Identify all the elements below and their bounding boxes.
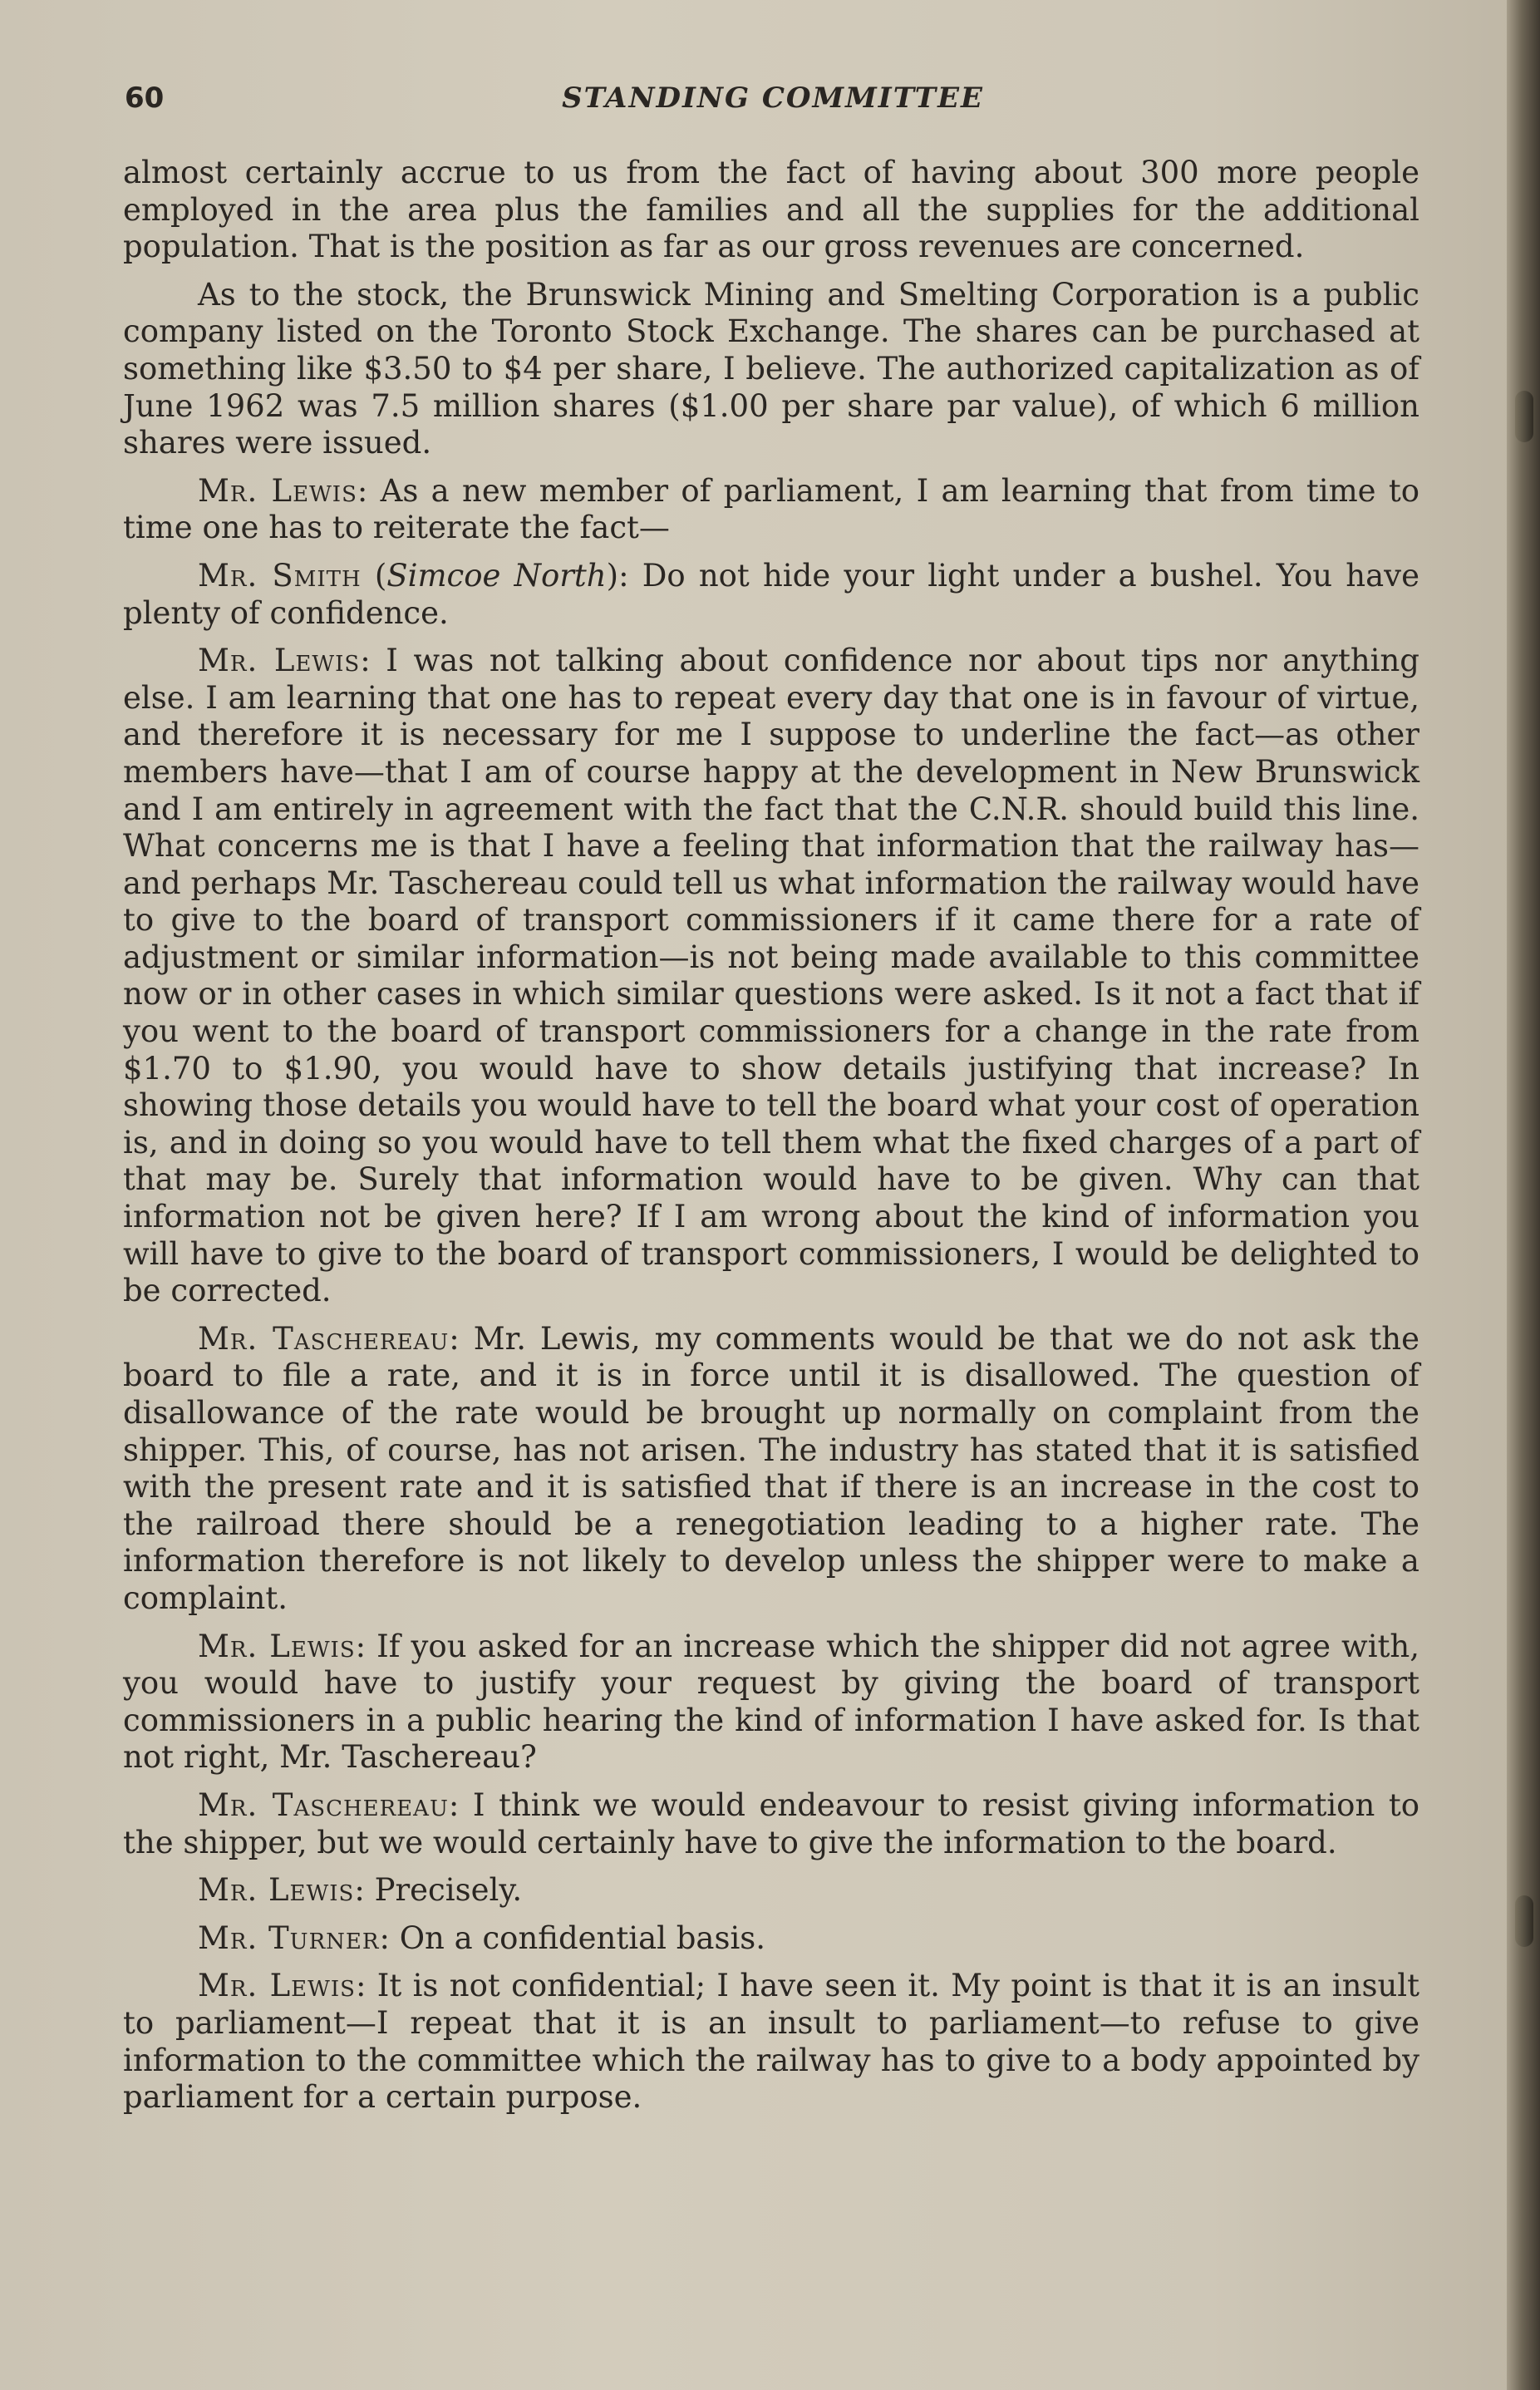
page-header — [125, 81, 1421, 123]
paragraph: Mr. Lewis: If you asked for an increase which the shipper did not agree with, you would have to justify your request by giving the board of transport commissioners in a public hearing the kind of information I have asked for. Is that not right, Mr. Taschereau? — [123, 1628, 1419, 1776]
binding-knob — [1515, 1895, 1533, 1947]
speaker-name: Mr. Lewis — [198, 1968, 356, 2004]
paragraph: Mr. Turner: On a confidential basis. — [198, 1919, 766, 1956]
page-body — [123, 155, 1419, 2127]
speaker-name: Mr. Lewis — [198, 1628, 356, 1664]
running-head: STANDING COMMITTEE — [562, 81, 984, 115]
paragraph-text: I was not talking about confidence nor about tips nor anything else. I am learning that one has to repeat every day that one is in favour of virtue, and therefore it is necessary for me I suppose to underline the fact—as other members have—that I am of course happy at the development in New Brunswick and I am entirely in agreement with the fact that the C.N.R. should build this line. What concerns me is that I have a feeling that information that the railway has—and perhaps Mr. Taschereau could tell us what information the railway would have to give to the board of transport commissioners if it came there for a rate of adjustment or similar information—is not being made available to this committee now or in other cases in which similar questions were asked. Is it not a fact that if you went to the board of transport commissioners for a change in the rate from $1.70 to $1.90, you would have to show details justifying that increase? In showing those details you would have to tell the board what your cost of operation is, and in doing so you would have to tell them what the fixed charges of a part of that may be. Surely that information would have to be given. Why can that information not be given here? If I am wrong about the kind of information you will have to give to the board of transport commissioners, I would be delighted to be corrected. — [123, 643, 1419, 1309]
paragraph-text: If you asked for an increase which the shipper did not agree with, you would have to justify your request by giving the board of transport commissioners in a public hearing the kind of information I have asked for. Is that not right, Mr. Taschereau? — [123, 1628, 1419, 1776]
paragraph: Mr. Smith (Simcoe North): Do not hide your light under a bushel. You have plenty of confidence. — [123, 557, 1419, 631]
speaker-name: Mr. Lewis — [198, 472, 357, 509]
paragraph-text: It is not confidential; I have seen it. My point is that it is an insult to parliament—I repeat that it is an insult to parliament—to refuse to give information to the committee which the railway has to give to a body appointed by parliament for a certain purpose. — [123, 1968, 1419, 2116]
paragraph-text: As to the stock, the Brunswick Mining and Smelting Corporation is a public company listed on the Toronto Stock Exchange. The shares can be purchased at something like $3.50 to $4 per share, I believe. The authorized capitalization as of June 1962 was 7.5 million shares ($1.00 per share par value), of which 6 million shares were issued. — [123, 276, 1419, 461]
paragraph-text: Do not hide your light under a bushel. You have plenty of confidence. — [123, 557, 1419, 631]
paragraph: Mr. Taschereau: Mr. Lewis, my comments would be that we do not ask the board to file a rate, and it is in force until it is disallowed. The question of disallowance of the rate would be brought up normally on complaint from the shipper. This, of course, has not arisen. The industry has stated that it is satisfied with the present rate and it is satisfied that if there is an increase in the cost to the railroad there should be a renegotiation leading to a higher rate. The information therefore is not likely to develop unless the shipper were to make a complaint. — [123, 1320, 1420, 1616]
binding-knob — [1515, 391, 1533, 442]
paragraph-text: On a confidential basis. — [399, 1919, 766, 1956]
paragraph-text: Mr. Lewis, my comments would be that we do not ask the board to file a rate, and it is in force until it is disallowed. The question of disallowance of the rate would be brought up normally on complaint from the shipper. This, of course, has not arisen. The industry has stated that it is satisfied with the present rate and it is satisfied that if there is an increase in the cost to the railroad there should be a renegotiation leading to a higher rate. The information therefore is not likely to develop unless the shipper were to make a complaint. — [123, 1320, 1420, 1616]
speaker-name: Mr. Turner — [198, 1919, 380, 1956]
paragraph — [123, 277, 1419, 462]
paragraph-text: Precisely. — [374, 1872, 523, 1909]
speaker-name: Mr. Lewis — [198, 643, 361, 679]
book-spine — [1507, 0, 1540, 2390]
speaker-name: Mr. Taschereau — [198, 1320, 450, 1357]
paragraph: Mr. Lewis: It is not confidential; I have seen it. My point is that it is an insult to parliament—I repeat that it is an insult to parliament—to refuse to give information to the committee which the railway has to give to a body appointed by parliament for a certain purpose. — [123, 1968, 1419, 2116]
paragraph: Mr. Taschereau: I think we would endeavour to resist giving information to the shipper, but we would certainly have to give the information to the board. — [123, 1786, 1419, 1860]
speaker-affiliation: Simcoe North — [386, 557, 607, 594]
paragraph: Mr. Lewis: As a new member of parliament, I am learning that from time to time one has to reiterate the fact— — [123, 472, 1420, 546]
paragraph: Mr. Lewis: Precisely. — [198, 1872, 523, 1909]
paragraph — [123, 155, 1419, 266]
paragraph-text: almost certainly accrue to us from the fact of having about 300 more people employed in the area plus the families and all the supplies for the additional population. That is the position as far as our gross revenues are concerned. — [123, 155, 1419, 265]
page-number: 60 — [125, 81, 165, 115]
paragraph-text: As a new member of parliament, I am learning that from time to time one has to reiterate the fact— — [123, 472, 1420, 546]
paragraph-text: I think we would endeavour to resist giving information to the shipper, but we would certainly have to give the information to the board. — [123, 1786, 1419, 1860]
speaker-name: Mr. Lewis — [198, 1872, 355, 1909]
speaker-name: Mr. Smith — [198, 557, 362, 594]
speaker-name: Mr. Taschereau — [198, 1786, 449, 1823]
paragraph: Mr. Lewis: I was not talking about confidence nor about tips nor anything else. I am learning that one has to repeat every day that one is in favour of virtue, and therefore it is necessary for me I suppose to underline the fact—as other members have—that I am of course happy at the development in New Brunswick and I am entirely in agreement with the fact that the C.N.R. should build this line. What concerns me is that I have a feeling that information that the railway has—and perhaps Mr. Taschereau could tell us what information the railway would have to give to the board of transport commissioners if it came there for a rate of adjustment or similar information—is not being made available to this committee now or in other cases in which similar questions were asked. Is it not a fact that if you went to the board of transport commissioners for a change in the rate from $1.70 to $1.90, you would have to show details justifying that increase? In showing those details you would have to tell the board what your cost of operation is, and in doing so you would have to tell them what the fixed charges of a part of that may be. Surely that information would have to be given. Why can that information not be given here? If I am wrong about the kind of information you will have to give to the board of transport commissioners, I would be delighted to be corrected. — [123, 643, 1419, 1309]
